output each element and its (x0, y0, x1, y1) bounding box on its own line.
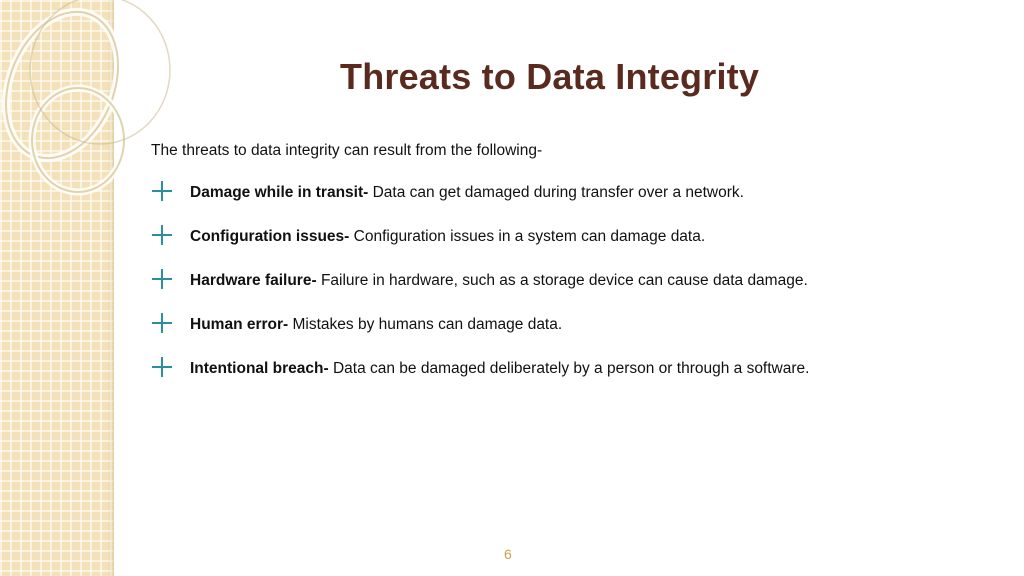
bullet-term: Human error- (190, 316, 289, 333)
bullet-text (190, 224, 705, 250)
bullet-text (190, 312, 562, 338)
plus-icon (150, 179, 174, 203)
list-item (150, 356, 809, 400)
page-number: 6 (504, 546, 512, 562)
bullet-description: Failure in hardware, such as a storage device can cause data damage. (316, 272, 808, 289)
bullet-text (190, 356, 809, 382)
plus-icon (150, 311, 174, 335)
bullet-text (190, 180, 744, 206)
bullet-text (190, 268, 808, 294)
bullet-description: Data can get damaged during transfer over a network. (368, 184, 744, 201)
bullet-description: Configuration issues in a system can damage data. (349, 228, 706, 245)
plus-icon (150, 267, 174, 291)
list-item (150, 224, 809, 268)
bullet-term: Intentional breach- (190, 360, 329, 377)
list-item (150, 268, 809, 312)
plus-icon (150, 355, 174, 379)
intro-text: The threats to data integrity can result from the following- (151, 142, 543, 159)
bullet-description: Mistakes by humans can damage data. (288, 316, 563, 333)
list-item (150, 180, 809, 224)
bullet-description: Data can be damaged deliberately by a person or through a software. (328, 360, 810, 377)
plus-icon (150, 223, 174, 247)
slide-title: Threats to Data Integrity (340, 56, 760, 97)
bullet-list (150, 180, 809, 400)
bullet-term: Hardware failure- (190, 272, 317, 289)
list-item (150, 312, 809, 356)
bullet-term: Configuration issues- (190, 228, 350, 245)
bullet-term: Damage while in transit- (190, 184, 369, 201)
